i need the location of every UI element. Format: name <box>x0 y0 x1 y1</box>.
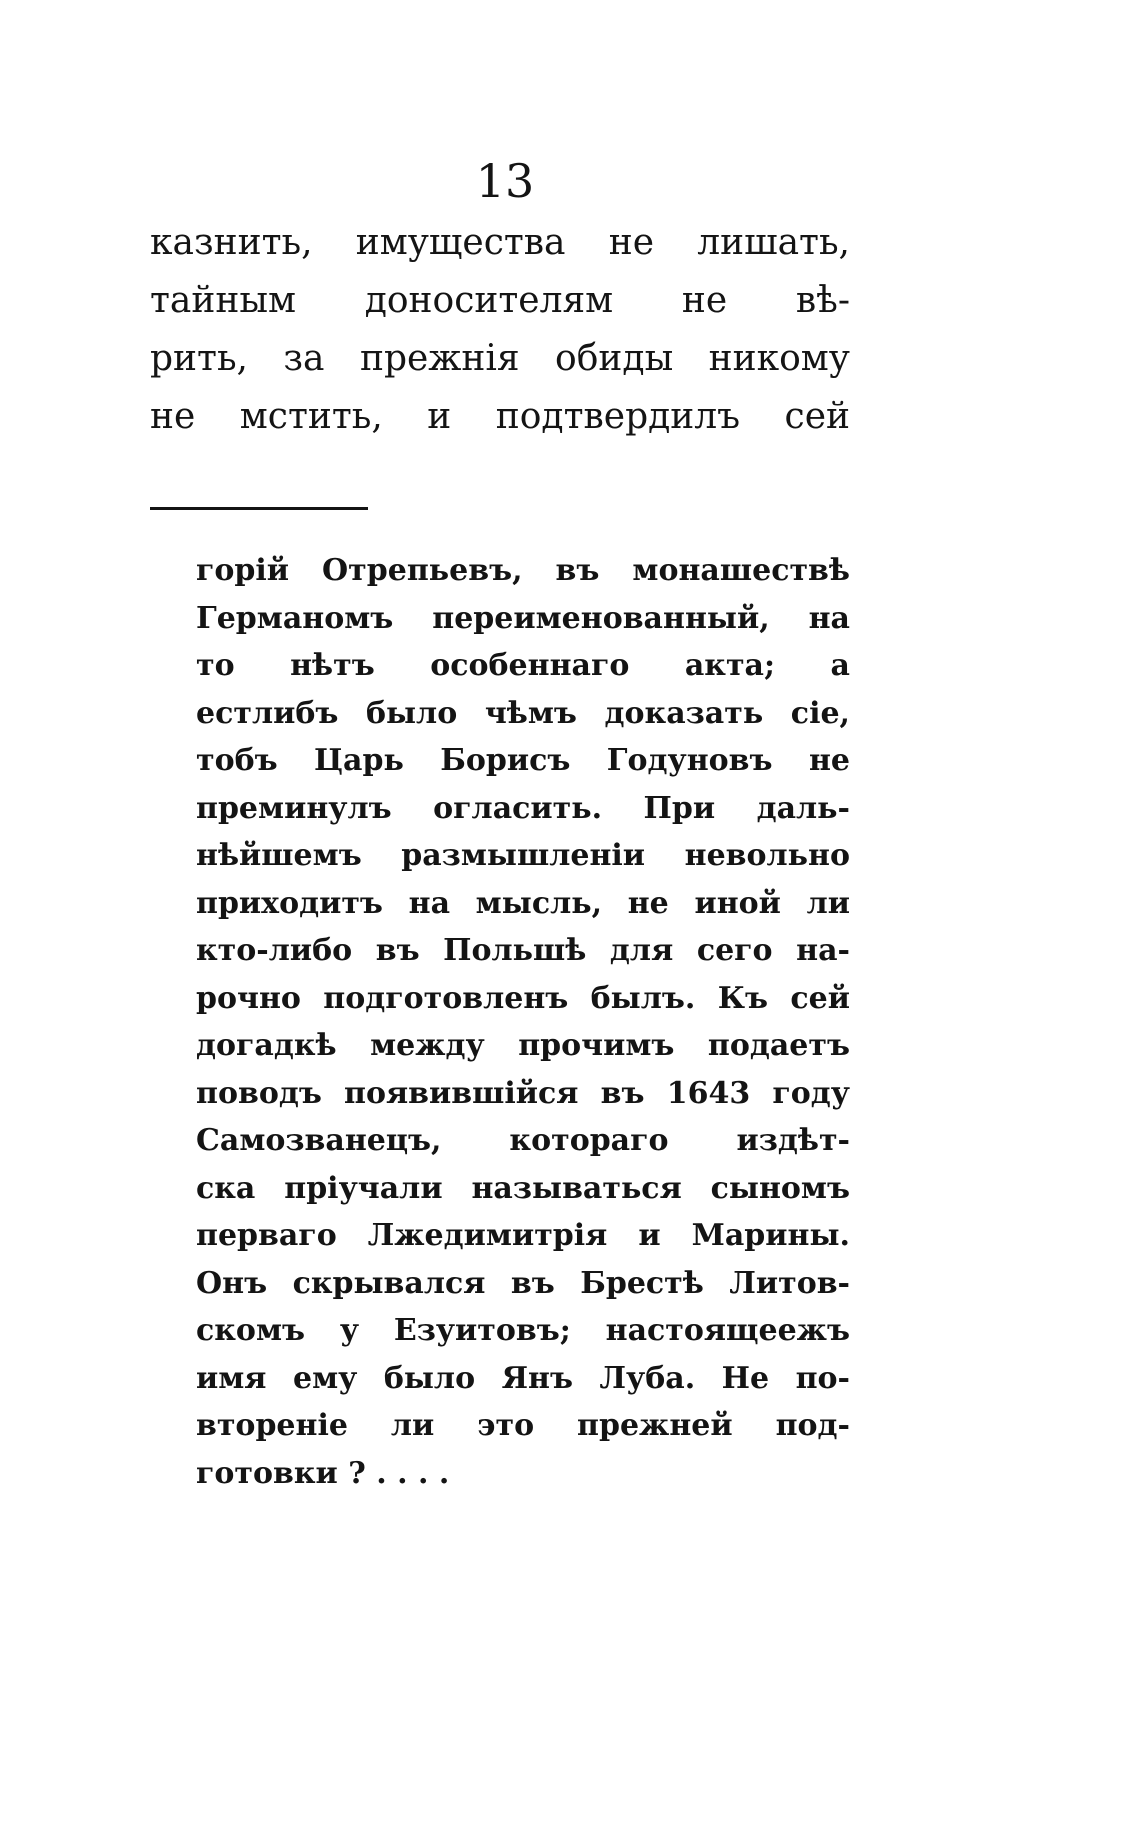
footnote-line: приходитъ на мысль, не иной ли <box>196 885 850 921</box>
main-text-line: не мстить, и подтвердилъ сей <box>150 396 850 437</box>
footnote-line: Германомъ переименованный, на <box>196 600 850 636</box>
footnote-line: Онъ скрывался въ Брестѣ Литов- <box>196 1265 850 1301</box>
footnote-line: готовки ? . . . . <box>196 1455 450 1491</box>
footnote-line: естлибъ было чѣмъ доказать сіе, <box>196 695 850 731</box>
main-text-line: казнить, имущества не лишать, <box>150 222 850 263</box>
footnote-line: ска пріучали называться сыномъ <box>196 1170 850 1206</box>
footnote-line: тобъ Царь Борисъ Годуновъ не <box>196 743 850 778</box>
main-text-line: рить, за прежнія обиды никому <box>150 338 850 379</box>
footnote-rule <box>150 507 368 510</box>
footnote-line: Самозванецъ, котораго издѣт- <box>196 1123 850 1158</box>
footnote-line: поводъ появившійся въ 1643 году <box>196 1075 850 1111</box>
footnote-line: преминулъ огласить. При даль- <box>196 790 850 826</box>
footnote-line: нѣйшемъ размышленіи невольно <box>196 838 850 873</box>
footnote-line: перваго Лжедимитрія и Марины. <box>196 1218 850 1253</box>
footnote <box>196 547 850 1497</box>
footnote-line: скомъ у Езуитовъ; настоящеежъ <box>196 1313 850 1348</box>
footnote-line: втореніе ли это прежней под- <box>196 1408 850 1443</box>
footnote-line: горій Отрепьевъ, въ монашествѣ <box>196 553 850 588</box>
main-text-line: тайным доносителям не вѣ- <box>150 280 850 321</box>
footnote-line: имя ему было Янъ Луба. Не по- <box>196 1360 850 1396</box>
footnote-line: догадкѣ между прочимъ подаетъ <box>196 1028 850 1063</box>
page-number: 13 <box>475 154 535 208</box>
footnote-line: кто-либо въ Польшѣ для сего на- <box>196 933 850 968</box>
footnote-line: то нѣтъ особеннаго акта; а <box>196 648 850 683</box>
footnote-line: рочно подготовленъ былъ. Къ сей <box>196 980 850 1016</box>
main-text <box>150 214 850 446</box>
